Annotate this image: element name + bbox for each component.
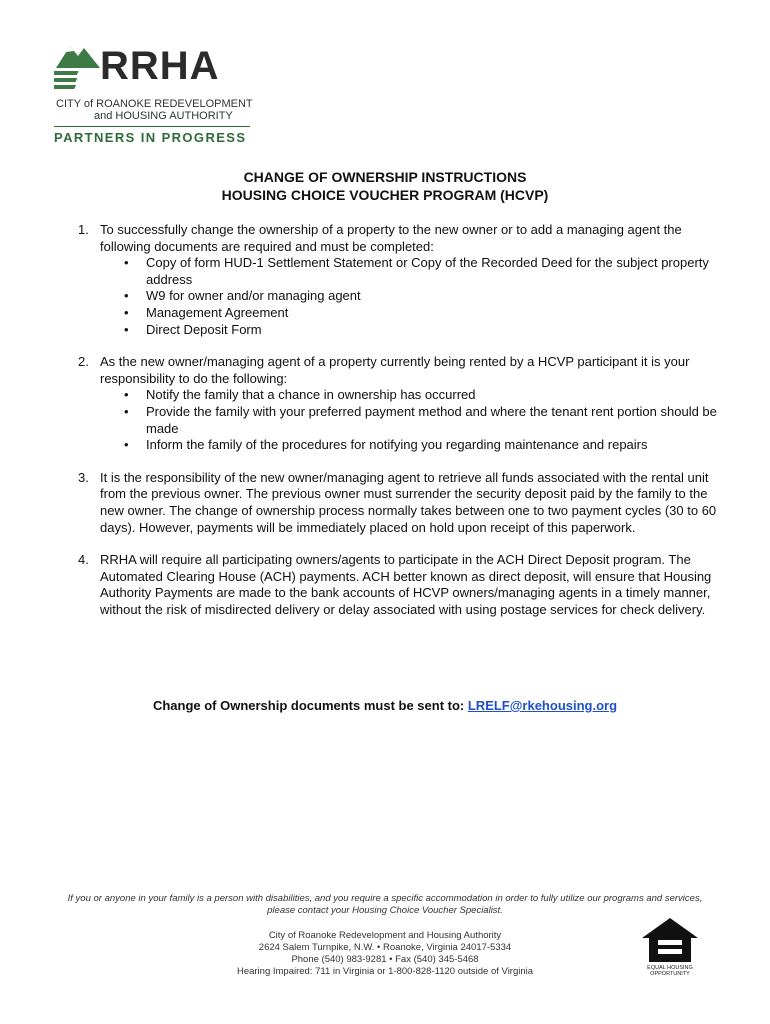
rrha-mountain-icon	[54, 38, 102, 90]
bullet-item: • W9 for owner and/or managing agent	[146, 288, 718, 305]
send-to-line	[0, 698, 770, 713]
equal-housing-icon	[640, 916, 700, 964]
logo-line-2: and HOUSING AUTHORITY	[94, 110, 233, 122]
page-title: CHANGE OF OWNERSHIP INSTRUCTIONS	[243, 169, 527, 185]
eho-caption: EQUAL HOUSING OPPORTUNITY	[647, 965, 693, 977]
item-text: RRHA will require all participating owners/agents to participate in the ACH Direct Deposit program. The Automated Clearing House (ACH) payments. ACH better known as direct deposit, will ensure that Housing Authority Payments are made to the bank accounts of HCVP owners/managing agents in a timely manner, without the risk of misdirected delivery or delay associated with using postage services for check delivery.	[100, 552, 712, 617]
bullet-list	[100, 255, 718, 338]
item-text: As the new owner/managing agent of a property currently being rented by a HCVP participant it is your responsibility to do the following:	[100, 354, 690, 386]
bullet-list	[100, 387, 718, 453]
accommodation-note: If you or anyone in your family is a person with disabilities, and you require a specific accommodation in order to fully utilize our programs and services, please contact your Housing Choice Voucher Specialist.	[67, 893, 703, 916]
footer-address	[180, 930, 590, 978]
page-subtitle: HOUSING CHOICE VOUCHER PROGRAM (HCVP)	[221, 187, 549, 203]
instruction-item	[78, 222, 718, 338]
bullet-item: • Management Agreement	[146, 305, 718, 322]
item-number: 2.	[78, 354, 89, 370]
logo-divider	[54, 126, 250, 127]
item-text: To successfully change the ownership of a property to the new owner or to add a managing agent the following documents are required and must be completed:	[100, 222, 682, 254]
instructions-list	[78, 222, 718, 634]
instruction-item	[78, 552, 718, 618]
instruction-item	[78, 470, 718, 536]
rrha-logo	[54, 38, 254, 150]
send-to-label: Change of Ownership documents must be sent to:	[152, 698, 468, 713]
item-number: 4.	[78, 552, 89, 568]
footer-org: City of Roanoke Redevelopment and Housing Authority	[268, 930, 502, 941]
footer-hearing: Hearing Impaired: 711 in Virginia or 1-800-828-1120 outside of Virginia	[236, 966, 534, 977]
footer-phone: Phone (540) 983-9281 • Fax (540) 345-5468	[291, 954, 479, 965]
bullet-item: • Provide the family with your preferred payment method and where the tenant rent portion should be made	[146, 404, 718, 437]
bullet-item: • Direct Deposit Form	[146, 322, 718, 339]
footer-street: 2624 Salem Turnpike, N.W. • Roanoke, Virginia 24017-5334	[258, 942, 512, 953]
email-link[interactable]: LRELF@rkehousing.org	[467, 698, 618, 713]
bullet-item: • Inform the family of the procedures for notifying you regarding maintenance and repairs	[146, 437, 718, 454]
item-number: 1.	[78, 222, 89, 237]
bullet-item: • Notify the family that a chance in ownership has occurred	[146, 387, 718, 404]
item-number: 3.	[78, 469, 89, 485]
bullet-item: • Copy of form HUD-1 Settlement Statement or Copy of the Recorded Deed for the subject property address	[146, 255, 718, 288]
instruction-item	[78, 354, 718, 454]
logo-brand: RRHA	[100, 44, 220, 88]
item-text: It is the responsibility of the new owner/managing agent to retrieve all funds associated with the rental unit from the previous owner. The previous owner must surrender the security deposit paid by the family to the new owner. The change of ownership process normally takes between one to two payment cycles (30 to 60 days). However, payments will be immediately placed on hold upon receipt of this paperwork.	[100, 469, 717, 535]
equal-housing-logo	[640, 916, 700, 980]
logo-tagline: PARTNERS IN PROGRESS	[54, 130, 247, 145]
logo-line-1: CITY of ROANOKE REDEVELOPMENT	[56, 98, 253, 110]
